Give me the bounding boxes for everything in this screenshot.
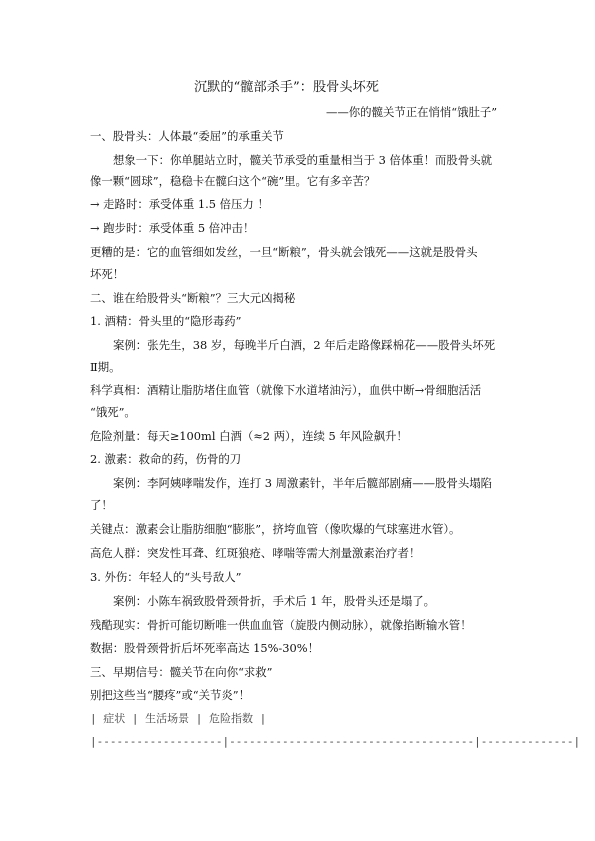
paragraph-line: 想象一下：你单腿站立时，髋关节承受的重量相当于 3 倍体重！而股骨头就 <box>113 153 492 167</box>
paragraph-line: 坏死！ <box>90 267 125 281</box>
paragraph-line: 案例：李阿姨哮喘发作，连打 3 周激素针，半年后髋部剧痛——股骨头塌陷 <box>113 476 492 490</box>
paragraph-line: Ⅱ期。 <box>90 360 121 374</box>
paragraph-line: 了！ <box>90 498 113 512</box>
paragraph-line: 关键点：激素会让脂肪细胞“膨胀”，挤垮血管（像吹爆的气球塞进水管）。 <box>90 522 461 536</box>
section-heading: 一、股骨头：人体最“委屈”的承重关节 <box>90 129 284 143</box>
section-heading: 三、早期信号：髋关节在向你“求救” <box>90 665 273 679</box>
paragraph-line: 案例：张先生，38 岁，每晚半斤白酒，2 年后走路像踩棉花——股骨头坏死 <box>113 338 496 352</box>
paragraph-line: 案例：小陈车祸致股骨颈骨折，手术后 1 年，股骨头还是塌了。 <box>113 594 436 608</box>
paragraph-line: 像一颗“圆球”，稳稳卡在髋臼这个“碗”里。它有多辛苦？ <box>90 174 376 188</box>
bullet-line: → 跑步时：承受体重 5 倍冲击！ <box>90 221 255 235</box>
document-title: 沉默的“髋部杀手”：股骨头坏死 <box>194 80 379 95</box>
paragraph-line: 数据：股骨颈骨折后坏死率高达 15%-30%！ <box>90 641 319 655</box>
paragraph-line: 更糟的是：它的血管细如发丝，一旦“断粮”，骨头就会饿死——这就是股骨头 <box>90 245 478 259</box>
paragraph-line: 别把这些当“腰疼”或“关节炎”！ <box>90 688 250 702</box>
paragraph-line: 危险剂量：每天≥100ml 白酒（≈2 两），连续 5 年风险飙升！ <box>90 429 408 443</box>
table-header-row: | 症状 | 生活场景 | 危险指数 | <box>90 712 267 725</box>
bullet-line: → 走路时：承受体重 1.5 倍压力 ！ <box>90 197 269 211</box>
document-subtitle: ——你的髋关节正在悄悄“饿肚子” <box>326 105 498 119</box>
section-heading: 二、谁在给股骨头“断粮”？三大元凶揭秘 <box>90 291 296 305</box>
subsection-heading: 1. 酒精：骨头里的“隐形毒药” <box>90 314 242 328</box>
subsection-heading: 2. 激素：救命的药，伤骨的刀 <box>90 452 242 466</box>
table-separator-row: |-------------------|-------------------------------------|--------------| <box>90 735 581 748</box>
paragraph-line: 残酷现实：骨折可能切断唯一供血血管（旋股内侧动脉），就像掐断输水管！ <box>90 618 472 632</box>
paragraph-line: 高危人群：突发性耳聋、红斑狼疮、哮喘等需大剂量激素治疗者！ <box>90 546 421 560</box>
paragraph-line: 科学真相：酒精让脂肪堵住血管（就像下水道堵油污），血供中断→骨细胞活活 <box>90 383 482 397</box>
paragraph-line: “饿死”。 <box>90 405 136 419</box>
subsection-heading: 3. 外伤：年轻人的“头号敌人” <box>90 570 242 584</box>
